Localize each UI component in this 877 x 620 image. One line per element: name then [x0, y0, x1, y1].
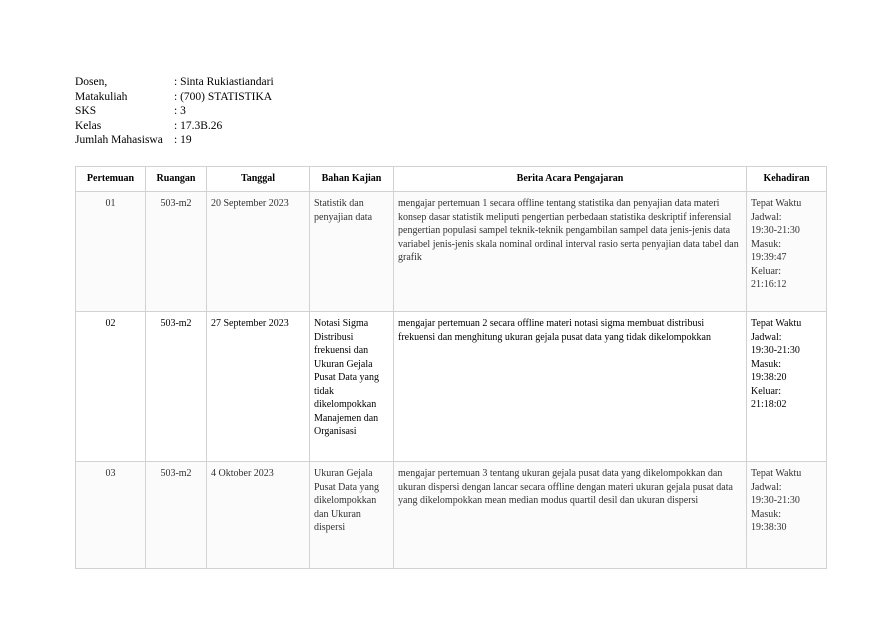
- header-pertemuan: Pertemuan: [76, 167, 146, 192]
- kehadiran-masuk-value: 19:39:47: [751, 252, 787, 263]
- kehadiran-status: Tepat Waktu: [751, 468, 802, 479]
- info-row-sks: [75, 104, 274, 119]
- kehadiran-keluar-value: 21:18:02: [751, 399, 787, 410]
- table-row: [76, 312, 827, 462]
- kehadiran-jadwal-value: 19:30-21:30: [751, 495, 800, 506]
- jumlah-label: Jumlah Mahasiswa: [75, 134, 163, 146]
- course-info: [75, 75, 274, 148]
- kehadiran-masuk-value: 19:38:20: [751, 372, 787, 383]
- info-row-dosen: [75, 75, 274, 90]
- kehadiran-status: Tepat Waktu: [751, 198, 802, 209]
- header-tanggal: Tanggal: [207, 167, 310, 192]
- table-row: [76, 192, 827, 312]
- kehadiran-keluar-label: Keluar:: [751, 265, 781, 277]
- matakuliah-value: : (700) STATISTIKA: [174, 90, 273, 103]
- cell-tanggal: 27 September 2023: [207, 312, 310, 462]
- kelas-value: : 17.3B.26: [174, 119, 223, 132]
- header-kehadiran: Kehadiran: [747, 167, 827, 192]
- cell-tanggal: 20 September 2023: [207, 192, 310, 312]
- kehadiran-jadwal-label: Jadwal:: [751, 211, 782, 223]
- kelas-label: Kelas: [75, 119, 102, 132]
- jumlah-value: : 19: [174, 134, 192, 146]
- info-row-matakuliah: [75, 90, 274, 105]
- cell-pertemuan: 01: [76, 192, 146, 312]
- table-header-row: [76, 167, 827, 192]
- kehadiran-masuk-label: Masuk:: [751, 358, 781, 370]
- kehadiran-jadwal-value: 19:30-21:30: [751, 345, 800, 356]
- kehadiran-keluar-value: 21:16:12: [751, 279, 787, 290]
- kehadiran-jadwal-label: Jadwal:: [751, 481, 782, 493]
- cell-ruangan: 503-m2: [146, 192, 207, 312]
- kehadiran-masuk-label: Masuk:: [751, 238, 781, 250]
- cell-tanggal: 4 Oktober 2023: [207, 462, 310, 569]
- table-row: [76, 462, 827, 569]
- header-berita-acara: Berita Acara Pengajaran: [394, 167, 747, 192]
- kehadiran-keluar-label: Keluar:: [751, 385, 781, 397]
- kehadiran-jadwal-value: 19:30-21:30: [751, 225, 800, 236]
- info-row-kelas: [75, 119, 274, 134]
- info-row-jumlah: [75, 133, 274, 148]
- cell-kehadiran: [747, 192, 827, 312]
- cell-bahan-kajian: Statistik dan penyajian data: [310, 192, 394, 312]
- cell-berita-acara: mengajar pertemuan 1 secara offline tentang statistika dan penyajian data materi konsep dasar statistik meliputi pengertian perbedaan statistika deskriptif inferensial pengertian populasi sampel teknik-teknik pengambilan sampel data jenis-jenis data variabel jenis-jenis skala nominal ordinal interval rasio serta penyajian data tabel dan grafik: [394, 192, 747, 312]
- dosen-label: Dosen,: [75, 76, 108, 88]
- dosen-value: : Sinta Rukiastiandari: [174, 76, 274, 88]
- kehadiran-jadwal-label: Jadwal:: [751, 331, 782, 343]
- cell-bahan-kajian: Ukuran Gejala Pusat Data yang dikelompokkan dan Ukuran dispersi: [310, 462, 394, 569]
- cell-pertemuan: 02: [76, 312, 146, 462]
- kehadiran-masuk-value: 19:38:30: [751, 522, 787, 533]
- cell-kehadiran: [747, 462, 827, 569]
- cell-ruangan: 503-m2: [146, 312, 207, 462]
- header-ruangan: Ruangan: [146, 167, 207, 192]
- kehadiran-masuk-label: Masuk:: [751, 508, 781, 520]
- cell-ruangan: 503-m2: [146, 462, 207, 569]
- cell-pertemuan: 03: [76, 462, 146, 569]
- attendance-table: [75, 166, 827, 569]
- cell-kehadiran: [747, 312, 827, 462]
- cell-bahan-kajian: Notasi Sigma Distribusi frekuensi dan Ukuran Gejala Pusat Data yang tidak dikelompokkan Manajemen dan Organisasi: [310, 312, 394, 462]
- header-bahan-kajian: Bahan Kajian: [310, 167, 394, 192]
- cell-berita-acara: mengajar pertemuan 3 tentang ukuran gejala pusat data yang dikelompokkan dan ukuran dispersi dengan lancar secara offline dengan materi ukuran gejala pusat data yang dikelompokkan mean median modus quartil desil dan ukuran dispersi: [394, 462, 747, 569]
- kehadiran-status: Tepat Waktu: [751, 318, 802, 329]
- sks-label: SKS: [75, 105, 97, 117]
- cell-berita-acara: mengajar pertemuan 2 secara offline materi notasi sigma membuat distribusi frekuensi dan menghitung ukuran gejala pusat data yang tidak dikelompokkan: [394, 312, 747, 462]
- sks-value: : 3: [174, 105, 186, 117]
- matakuliah-label: Matakuliah: [75, 90, 128, 103]
